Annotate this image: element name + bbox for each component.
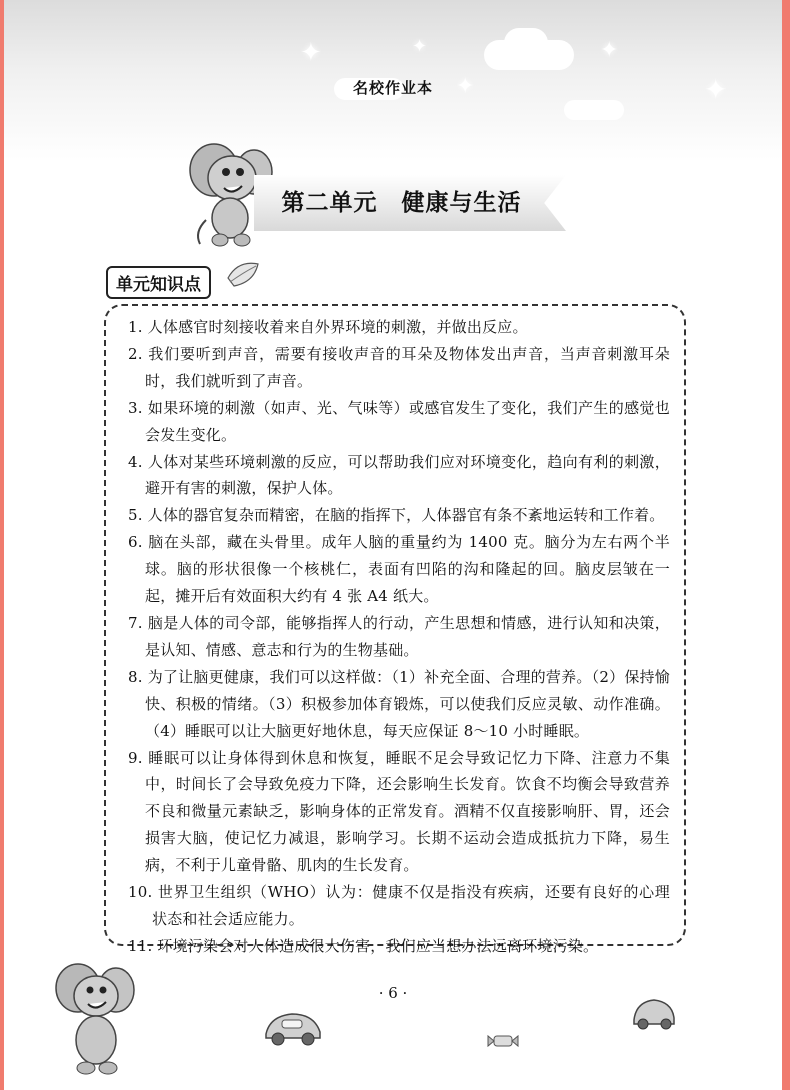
- section-label: 单元知识点: [106, 266, 211, 299]
- knowledge-box: [104, 304, 686, 955]
- elephant-mascot-icon: [50, 960, 140, 1080]
- knowledge-item: 11. 环境污染会对人体造成很大伤害，我们应当想办法远离环境污染。: [128, 936, 599, 955]
- star-icon: ✦: [456, 74, 475, 99]
- toy-car-icon: [262, 1008, 324, 1048]
- knowledge-item: 8. 为了让脑更健康，我们可以这样做：（1）补充全面、合理的营养。（2）保持愉快、积极的情绪。（3）积极参加体育锻炼，可以使我们反应灵敏、动作准确。（4）睡眠可以让大脑更好地休息，每天应保证 8～10 小时睡眠。: [128, 667, 670, 740]
- cloud-decoration: [564, 100, 624, 120]
- knowledge-item: 1. 人体感官时刻接收着来自外界环境的刺激，并做出反应。: [128, 318, 528, 336]
- leaf-icon: [224, 258, 266, 290]
- page-number: · 6 ·: [378, 984, 408, 1002]
- page: [4, 0, 782, 1090]
- knowledge-item: 7. 脑是人体的司令部，能够指挥人的行动，产生思想和情感，进行认知和决策，是认知、情感、意志和行为的生物基础。: [128, 613, 670, 659]
- knowledge-item: 2. 我们要听到声音，需要有接收声音的耳朵及物体发出声音，当声音刺激耳朵时，我们就听到了声音。: [128, 344, 670, 390]
- knowledge-item: 9. 睡眠可以让身体得到休息和恢复，睡眠不足会导致记忆力下降、注意力不集中，时间长了会导致免疫力下降，还会影响生长发育。饮食不均衡会导致营养不良和微量元素缺乏，影响身体的正常发育。酒精不仅直接影响肝、胃，还会损害大脑，使记忆力减退，影响学习。长期不运动会造成抵抗力下降，易生病，不利于儿童骨骼、肌肉的生长发育。: [128, 748, 670, 875]
- star-icon: ✦: [412, 36, 428, 57]
- star-icon: ✦: [600, 38, 619, 63]
- knowledge-item: 4. 人体对某些环境刺激的反应，可以帮助我们应对环境变化，趋向有利的刺激，避开有害的刺激，保护人体。: [128, 452, 670, 498]
- knowledge-item: 6. 脑在头部，藏在头骨里。成年人脑的重量约为 1400 克。脑分为左右两个半球。脑的形状很像一个核桃仁，表面有凹陷的沟和隆起的回。脑皮层皱在一起，摊开后有效面积大约有 4 张 A4 纸大。: [128, 533, 670, 606]
- knowledge-item: 5. 人体的器官复杂而精密，在脑的指挥下，人体器官有条不紊地运转和工作着。: [128, 506, 665, 525]
- sweet-icon: [488, 1032, 518, 1050]
- toy-car-icon: [630, 996, 678, 1032]
- header-title: 名校作业本: [352, 79, 433, 97]
- knowledge-item: 3. 如果环境的刺激（如声、光、气味等）或感官发生了变化，我们产生的感觉也会发生变化。: [128, 398, 670, 444]
- star-icon: ✦: [300, 38, 322, 68]
- star-icon: ✦: [704, 73, 728, 106]
- cloud-decoration: [504, 28, 548, 58]
- knowledge-item: 10. 世界卫生组织（WHO）认为：健康不仅是指没有疾病，还要有良好的心理状态和社会适应能力。: [128, 883, 670, 928]
- unit-title: 第二单元 健康与生活: [281, 189, 522, 216]
